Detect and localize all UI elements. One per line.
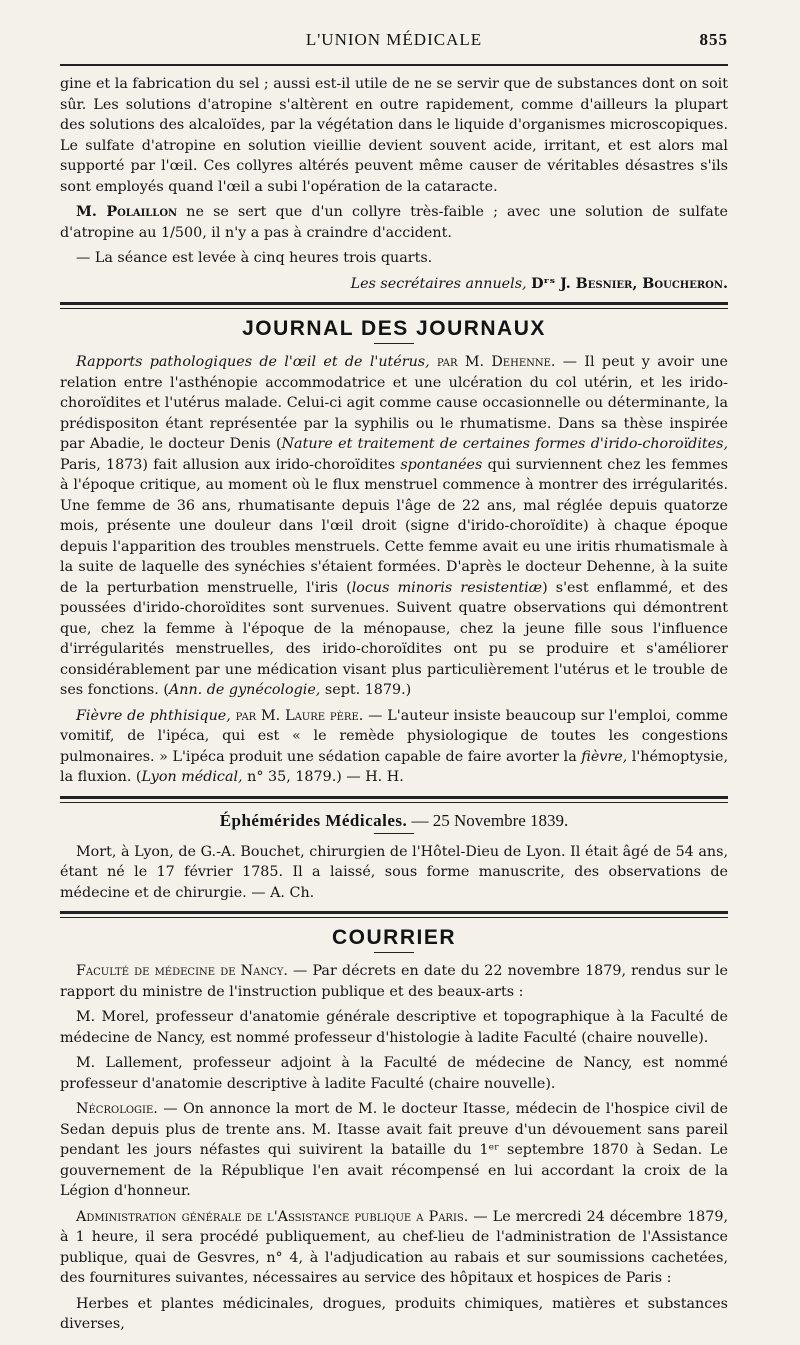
article-2-ref: Lyon médical, — [141, 769, 243, 785]
article-1-text: ) s'est enflammé, et des poussées d'irido-choroïdites sont survenues. Suivent quatre observations qui démontrent que, chez la femme à l'époque de la ménopause, chez la jeune fille sous l'influence d'irrégularités menstruelles, des irido-choroïdites ont pu se produire et s'améliorer considérablement par une médication visant plus particulièrement l'utérus et le trouble de ses fonctions. ( — [60, 579, 728, 698]
article-2-author: par M. Laure père. — [230, 707, 369, 724]
meeting-paragraph-2 — [60, 202, 728, 243]
page-number: 855 — [699, 30, 728, 49]
courrier-paragraph-4 — [60, 1099, 728, 1202]
article-2-text: l'hémoptysie, la fluxion. ( — [60, 748, 728, 785]
article-1-author: par M. Dehenne. — [429, 354, 563, 370]
article-2-ref: fièvre, — [581, 748, 628, 765]
journal-section-title: JOURNAL DES JOURNAUX — [242, 317, 546, 340]
article-1-text: qui surviennent chez les femmes à l'époque critique, au moment où le flux menstruel commence à montrer des irrégularités. Une femme de 36 ans, rhumatisante depuis l'âge de 22 ans, mal réglée depuis quatorze mois, présente une douleur dans l'œil droit (signe d'irido-choroïdite) à chaque époque depuis l'apparition des troubles menstruels. Cette femme avait eu une iritis rhumatismale à la suite de laquelle des synéchies s'étaient formées. D'après le docteur Dehenne, à la suite de la perturbation menstruelle, l'iris ( — [60, 456, 728, 596]
header-rule — [60, 64, 728, 66]
article-1-title: Rapports pathologiques de l'œil et de l'utérus, — [76, 354, 430, 370]
courrier-text: — Le mercredi 24 décembre 1879, à 1 heure, il sera procédé publiquement, au chef-lieu de l'administration de l'Assistance publique, quai de Gesvres, n° 4, à l'adjudication au rabais et sur soumissions cachetées, des fournitures suivantes, nécessaires au service des hôpitaux et hospices de Paris : — [60, 1208, 728, 1286]
signature-role: Les secrétaires annuels, — [350, 275, 532, 292]
meeting-paragraph-1: gine et la fabrication du sel ; aussi est-il utile de ne se servir que de substances dont on soit sûr. Les solutions d'atropine s'altèrent en outre rapidement, comme d'ailleurs la plupart des solutions des alcaloïdes, par la végétation dans le liquide d'organismes microscopiques. Le sulfate d'atropine en solution vieillie devient souvent acide, irritant, et est alors mal supporté par l'œil. Ces collyres altérés peuvent même causer de véritables désastres s'ils sont employés quand l'œil a subi l'opération de la cataracte. — [60, 76, 728, 195]
courrier-paragraph-1 — [60, 961, 728, 1002]
courrier-section-title: COURRIER — [331, 926, 456, 949]
article-1-ref: Nature et traitement de certaines formes d'irido-choroïdites, — [281, 436, 728, 452]
section-rule — [60, 911, 728, 918]
title-underline — [374, 952, 414, 953]
section-rule — [60, 796, 728, 803]
journal-article-1 — [60, 352, 728, 701]
ephemerides-title — [60, 811, 728, 831]
article-1-text: Paris, 1873) fait allusion aux irido-choroïdites — [60, 456, 401, 473]
article-2-text: — L'auteur insiste beaucoup sur l'emploi, comme vomitif, de l'ipéca, qui est « le remède physiologique de toutes les congestions pulmonaires. » L'ipéca produit une sédation capable de faire avorter la — [60, 707, 729, 765]
meeting-paragraph-3: — La séance est levée à cinq heures trois quarts. — [76, 250, 433, 266]
courrier-text: — Par décrets en date du 22 novembre 1879, rendus sur le rapport du ministre de l'instruction publique et des beaux-arts : — [60, 963, 728, 1000]
article-1-text: sept. 1879.) — [320, 682, 412, 698]
article-1-ref: Ann. de gynécologie, — [168, 682, 321, 698]
courrier-heading: Administration générale de l'Assistance publique a Paris. — [76, 1208, 469, 1225]
courrier-paragraph-3: M. Lallement, professeur adjoint à la Faculté de médecine de Nancy, est nommé professeur d'anatomie descriptive à ladite Faculté (chaire nouvelle). — [60, 1055, 728, 1092]
signature-names: Dʳˢ J. Besnier, Boucheron. — [531, 275, 728, 292]
courrier-heading: Nécrologie. — [76, 1101, 158, 1117]
section-rule — [60, 302, 728, 309]
journal-article-2 — [60, 706, 728, 788]
speaker-name: M. Polaillon — [76, 204, 178, 220]
courrier-paragraph-5 — [60, 1207, 728, 1289]
title-underline — [374, 833, 414, 834]
courrier-text: — On annonce la mort de M. le docteur Itasse, médecin de l'hospice civil de Sedan depuis plus de trente ans. M. Itasse avait fait preuve d'un dévouement sans pareil pendant les jours néfastes qui suivirent la bataille du 1ᵉʳ septembre 1870 à Sedan. Le gouvernement de la République l'en avait récompensé en lui accordant la croix de la Légion d'honneur. — [60, 1101, 728, 1199]
article-1-text: — Il peut y avoir une relation entre l'asthénopie accommodatrice et une ulcération du col utérin, et les irido-choroïdites et l'utérus malade. Celui-ci agit comme cause occasionnelle ou déterminante, la prédispositon étant représentée par la syphilis ou le rhumatisme. Dans sa thèse inspirée par Abadie, le docteur Denis ( — [60, 354, 728, 452]
article-2-text: n° 35, 1879.) — H. H. — [242, 769, 404, 785]
courrier-paragraph-6: Herbes et plantes médicinales, drogues, produits chimiques, matières et substances diverses, — [60, 1295, 728, 1332]
title-underline — [374, 343, 414, 344]
meeting-paragraph-2-text: ne se sert que d'un collyre très-faible ; avec une solution de sulfate d'atropine au 1/500, il n'y a pas à craindre d'accident. — [60, 204, 728, 241]
courrier-paragraph-2: M. Morel, professeur d'anatomie générale descriptive et topographique à la Faculté de médecine de Nancy, est nommé professeur d'histologie à ladite Faculté (chaire nouvelle). — [60, 1009, 728, 1046]
ephemerides-date: — 25 Novembre 1839. — [407, 810, 569, 830]
article-2-title: Fièvre de phthisique, — [76, 707, 231, 724]
article-1-ref: locus minoris resistentiæ — [351, 579, 543, 596]
ephemerides-name: Éphémérides Médicales. — [219, 810, 408, 830]
running-title: L'UNION MÉDICALE — [305, 30, 483, 49]
article-1-ref: spontanées — [400, 456, 483, 473]
secretaries-signature — [60, 274, 728, 295]
courrier-heading: Faculté de médecine de Nancy. — [76, 963, 288, 979]
running-head — [60, 30, 728, 58]
ephemerides-text: Mort, à Lyon, de G.-A. Bouchet, chirurgien de l'Hôtel-Dieu de Lyon. Il était âgé de 54 ans, étant né le 17 février 1785. Il a laissé, sous forme manuscrite, des observations de médecine et de chirurgie. — A. Ch. — [60, 843, 728, 901]
